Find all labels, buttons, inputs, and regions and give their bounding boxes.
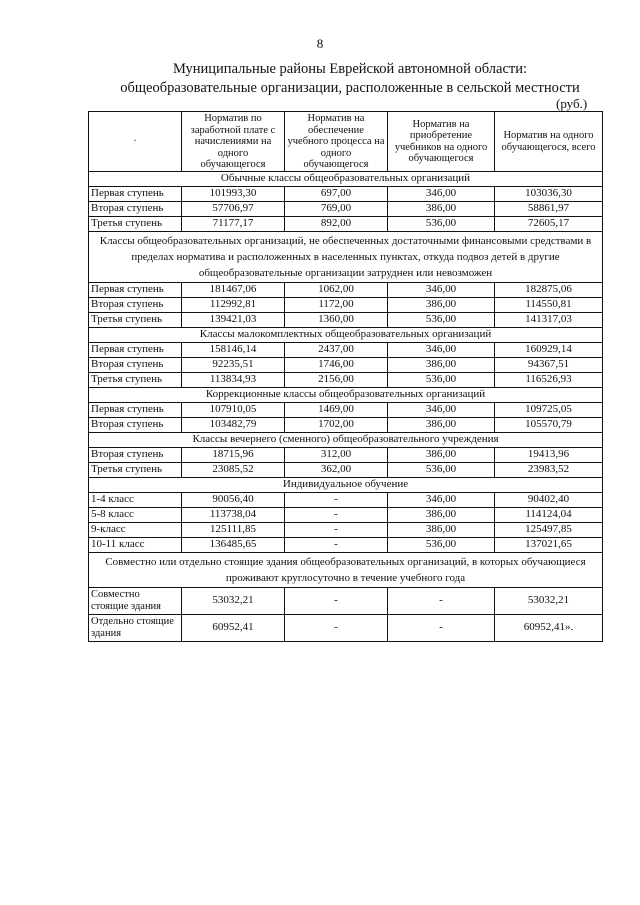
cell-process: - — [285, 492, 388, 507]
table-row — [89, 587, 603, 614]
cell-salary: 103482,79 — [182, 417, 285, 432]
header-textbooks: Норматив на приобретение учебников на одного обучающегося — [388, 112, 495, 172]
cell-textbooks: 386,00 — [388, 507, 495, 522]
cell-total: 90402,40 — [495, 492, 603, 507]
cell-total: 141317,03 — [495, 312, 603, 327]
cell-total: 114124,04 — [495, 507, 603, 522]
table-row — [89, 417, 603, 432]
header-total: Норматив на одного обучающегося, всего — [495, 112, 603, 172]
cell-total: 160929,14 — [495, 342, 603, 357]
row-label: Первая ступень — [89, 402, 182, 417]
table-row — [89, 537, 603, 552]
cell-textbooks: 536,00 — [388, 537, 495, 552]
row-label: 5-8 класс — [89, 507, 182, 522]
section-row — [89, 231, 603, 282]
row-label: Третья ступень — [89, 216, 182, 231]
cell-total: 94367,51 — [495, 357, 603, 372]
table-row — [89, 357, 603, 372]
cell-process: 1702,00 — [285, 417, 388, 432]
table-row — [89, 492, 603, 507]
row-label: 10-11 класс — [89, 537, 182, 552]
section-title: Коррекционные классы общеобразовательных организаций — [89, 387, 603, 402]
cell-process: 362,00 — [285, 462, 388, 477]
row-label: Вторая ступень — [89, 297, 182, 312]
cell-process: - — [285, 614, 388, 641]
cell-total: 105570,79 — [495, 417, 603, 432]
cell-total: 19413,96 — [495, 447, 603, 462]
cell-salary: 18715,96 — [182, 447, 285, 462]
cell-textbooks: 536,00 — [388, 216, 495, 231]
section-title: Обычные классы общеобразовательных организаций — [89, 171, 603, 186]
cell-textbooks: - — [388, 614, 495, 641]
row-label: Первая ступень — [89, 342, 182, 357]
page-number: 8 — [316, 36, 324, 51]
cell-textbooks: 346,00 — [388, 282, 495, 297]
cell-process: - — [285, 522, 388, 537]
cell-textbooks: 346,00 — [388, 186, 495, 201]
cell-total: 182875,06 — [495, 282, 603, 297]
cell-process: 312,00 — [285, 447, 388, 462]
row-label: Вторая ступень — [89, 201, 182, 216]
cell-salary: 139421,03 — [182, 312, 285, 327]
section-row — [89, 327, 603, 342]
cell-salary: 23085,52 — [182, 462, 285, 477]
row-label: Совместно стоящие здания — [89, 587, 182, 614]
cell-process: 2437,00 — [285, 342, 388, 357]
row-label: Вторая ступень — [89, 447, 182, 462]
cell-total: 60952,41». — [495, 614, 603, 641]
header-process: Норматив на обеспечение учебного процесса на одного обучающегося — [285, 112, 388, 172]
cell-total: 72605,17 — [495, 216, 603, 231]
cell-textbooks: 386,00 — [388, 447, 495, 462]
table-header-row — [89, 112, 603, 172]
cell-textbooks: 386,00 — [388, 201, 495, 216]
table-row — [89, 201, 603, 216]
cell-salary: 92235,51 — [182, 357, 285, 372]
cell-salary: 57706,97 — [182, 201, 285, 216]
table-row — [89, 186, 603, 201]
normatives-table — [88, 111, 603, 642]
cell-total: 58861,97 — [495, 201, 603, 216]
cell-process: - — [285, 587, 388, 614]
cell-process: 2156,00 — [285, 372, 388, 387]
cell-textbooks: 346,00 — [388, 342, 495, 357]
title-line-1: Муниципальные районы Еврейской автономной области: — [172, 61, 528, 77]
cell-salary: 112992,81 — [182, 297, 285, 312]
row-label: Первая ступень — [89, 186, 182, 201]
cell-salary: 113834,93 — [182, 372, 285, 387]
cell-salary: 125111,85 — [182, 522, 285, 537]
cell-total: 23983,52 — [495, 462, 603, 477]
cell-textbooks: 386,00 — [388, 417, 495, 432]
row-label: Третья ступень — [89, 372, 182, 387]
cell-salary: 90056,40 — [182, 492, 285, 507]
table-row — [89, 372, 603, 387]
cell-total: 137021,65 — [495, 537, 603, 552]
row-label: Вторая ступень — [89, 357, 182, 372]
cell-salary: 60952,41 — [182, 614, 285, 641]
cell-process: 1746,00 — [285, 357, 388, 372]
cell-textbooks: 536,00 — [388, 312, 495, 327]
cell-process: - — [285, 507, 388, 522]
corner-cell: · — [89, 112, 182, 172]
table-row — [89, 614, 603, 641]
section-title: Классы общеобразовательных организаций, не обеспеченных достаточными финансовыми средствами в пределах норматива и расположенных в населенных пунктах, откуда подвоз детей в другие общеобразовательные организации затруднен или невозможен — [89, 231, 603, 282]
table-row — [89, 312, 603, 327]
section-row — [89, 477, 603, 492]
table-row — [89, 342, 603, 357]
cell-total: 53032,21 — [495, 587, 603, 614]
cell-process: 697,00 — [285, 186, 388, 201]
row-label: Отдельно стоящие здания — [89, 614, 182, 641]
row-label: Первая ступень — [89, 282, 182, 297]
cell-salary: 158146,14 — [182, 342, 285, 357]
cell-salary: 101993,30 — [182, 186, 285, 201]
cell-textbooks: 386,00 — [388, 522, 495, 537]
table-row — [89, 447, 603, 462]
section-row — [89, 432, 603, 447]
section-row — [89, 552, 603, 587]
cell-salary: 113738,04 — [182, 507, 285, 522]
row-label: Третья ступень — [89, 462, 182, 477]
unit-label: (руб.) — [556, 96, 588, 111]
cell-salary: 181467,06 — [182, 282, 285, 297]
cell-textbooks: 536,00 — [388, 372, 495, 387]
cell-process: 892,00 — [285, 216, 388, 231]
table-row — [89, 402, 603, 417]
section-row — [89, 387, 603, 402]
row-label: 1-4 класс — [89, 492, 182, 507]
cell-textbooks: - — [388, 587, 495, 614]
section-title: Индивидуальное обучение — [89, 477, 603, 492]
cell-textbooks: 386,00 — [388, 357, 495, 372]
cell-textbooks: 346,00 — [388, 402, 495, 417]
table-row — [89, 522, 603, 537]
cell-process: 1469,00 — [285, 402, 388, 417]
section-title: Классы малокомплектных общеобразовательных организаций — [89, 327, 603, 342]
page-title — [90, 60, 610, 98]
cell-salary: 53032,21 — [182, 587, 285, 614]
cell-total: 116526,93 — [495, 372, 603, 387]
row-label: Вторая ступень — [89, 417, 182, 432]
cell-process: 1172,00 — [285, 297, 388, 312]
cell-total: 103036,30 — [495, 186, 603, 201]
cell-total: 114550,81 — [495, 297, 603, 312]
header-salary: Норматив по заработной плате с начислениями на одного обучающегося — [182, 112, 285, 172]
cell-total: 125497,85 — [495, 522, 603, 537]
row-label: 9-класс — [89, 522, 182, 537]
section-title: Классы вечернего (сменного) общеобразовательного учреждения — [89, 432, 603, 447]
table-row — [89, 282, 603, 297]
cell-total: 109725,05 — [495, 402, 603, 417]
cell-process: - — [285, 537, 388, 552]
table-row — [89, 462, 603, 477]
cell-salary: 136485,65 — [182, 537, 285, 552]
cell-textbooks: 386,00 — [388, 297, 495, 312]
cell-salary: 71177,17 — [182, 216, 285, 231]
section-title: Совместно или отдельно стоящие здания общеобразовательных организаций, в которых обучающиеся проживают круглосуточно в течение учебного года — [89, 552, 603, 587]
table-row — [89, 297, 603, 312]
section-row — [89, 171, 603, 186]
table-row — [89, 216, 603, 231]
cell-process: 769,00 — [285, 201, 388, 216]
cell-salary: 107910,05 — [182, 402, 285, 417]
cell-textbooks: 536,00 — [388, 462, 495, 477]
row-label: Третья ступень — [89, 312, 182, 327]
cell-process: 1360,00 — [285, 312, 388, 327]
table-row — [89, 507, 603, 522]
cell-process: 1062,00 — [285, 282, 388, 297]
cell-textbooks: 346,00 — [388, 492, 495, 507]
title-line-2: общеобразовательные организации, расположенные в сельской местности — [120, 80, 580, 96]
